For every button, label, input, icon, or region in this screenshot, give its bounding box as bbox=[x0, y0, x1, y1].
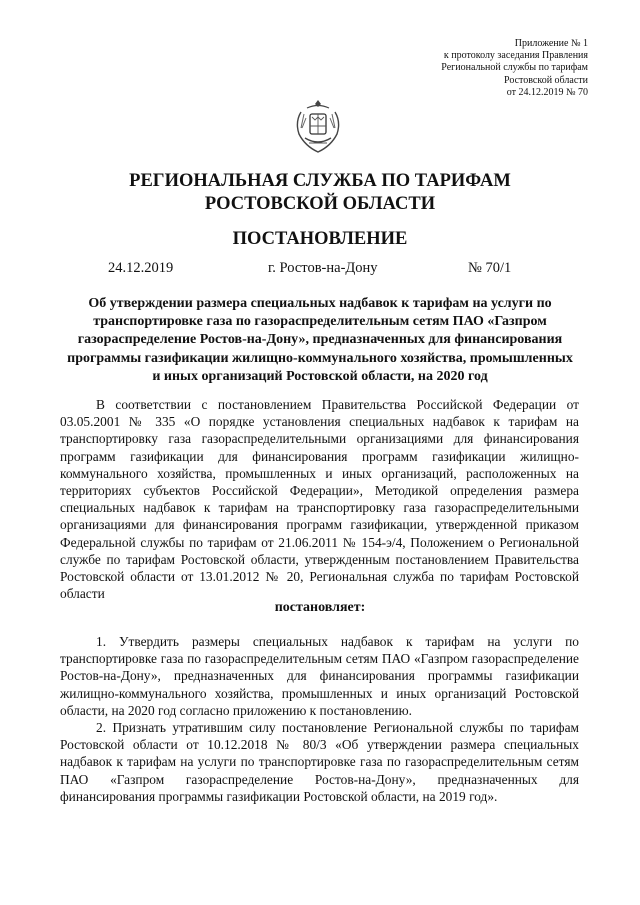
annex-line: от 24.12.2019 № 70 bbox=[506, 86, 588, 98]
organization-name bbox=[0, 170, 640, 216]
document-date: 24.12.2019 bbox=[108, 260, 174, 276]
document-type-heading: ПОСТАНОВЛЕНИЕ bbox=[232, 229, 408, 249]
organization-line: РОСТОВСКОЙ ОБЛАСТИ bbox=[204, 194, 436, 214]
annex-note bbox=[441, 38, 588, 99]
annex-line: Ростовской области bbox=[504, 74, 588, 86]
coat-of-arms-icon bbox=[293, 98, 343, 156]
annex-line: Региональной службы по тарифам bbox=[441, 62, 588, 74]
resolves-heading: постановляет: bbox=[274, 600, 366, 615]
resolution-item: 2. Признать утратившим силу постановление Региональной службы по тарифам Ростовской области от 10.12.2018 № 80/3 «Об утверждении размера специальных надбавок к тарифам на услуги по транспортировке газа по газораспределительным сетям ПАО «Газпром газораспределение Ростов-на-Дону», предназначенных для финансирования программы газификации Ростовской области, на 2019 год». bbox=[60, 720, 579, 804]
annex-line: Приложение № 1 bbox=[514, 38, 588, 49]
document-number: № 70/1 bbox=[468, 260, 512, 276]
organization-line: РЕГИОНАЛЬНАЯ СЛУЖБА ПО ТАРИФАМ bbox=[129, 171, 511, 191]
preamble-paragraph: В соответствии с постановлением Правительства Российской Федерации от 03.05.2001 № 335 «О порядке установления специальных надбавок к тарифам на транспортировку газа газораспределительными организациями для финансирования программ газификации для финансирования программ газификации жилищно-коммунального хозяйства, промышленных и иных организаций, расположенных на территориях субъектов Российской Федерации», Методикой определения размера специальных надбавок к тарифам на транспортировку газа газораспределительными организациями для финансирования программ газификации, утвержденной приказом Федеральной службы по тарифам от 21.06.2011 № 154-э/4, Положением о Региональной службе по тарифам Ростовской области, утвержденным постановлением Правительства Ростовской области от 13.01.2012 № 20, Региональная служба по тарифам Ростовской области bbox=[60, 397, 579, 602]
resolution-items bbox=[60, 633, 579, 805]
resolution-item: 1. Утвердить размеры специальных надбавок к тарифам на услуги по транспортировке газа по газораспределительным сетям ПАО «Газпром газораспределение Ростов-на-Дону», предназначенных для финансирования программы газификации жилищно-коммунального хозяйства, промышленных и иных организаций Ростовской области, на 2020 год согласно приложению к постановлению. bbox=[60, 634, 579, 718]
document-subject: Об утверждении размера специальных надбавок к тарифам на услуги по транспортировке газа по газораспределительным сетям ПАО «Газпром газораспределение Ростов-на-Дону», предназначенных для финансирования программы газификации жилищно-коммунального хозяйства, промышленных и иных организаций Ростовской области, на 2020 год bbox=[67, 296, 573, 384]
annex-line: к протоколу заседания Правления bbox=[443, 50, 588, 62]
document-city: г. Ростов-на-Дону bbox=[268, 260, 378, 276]
